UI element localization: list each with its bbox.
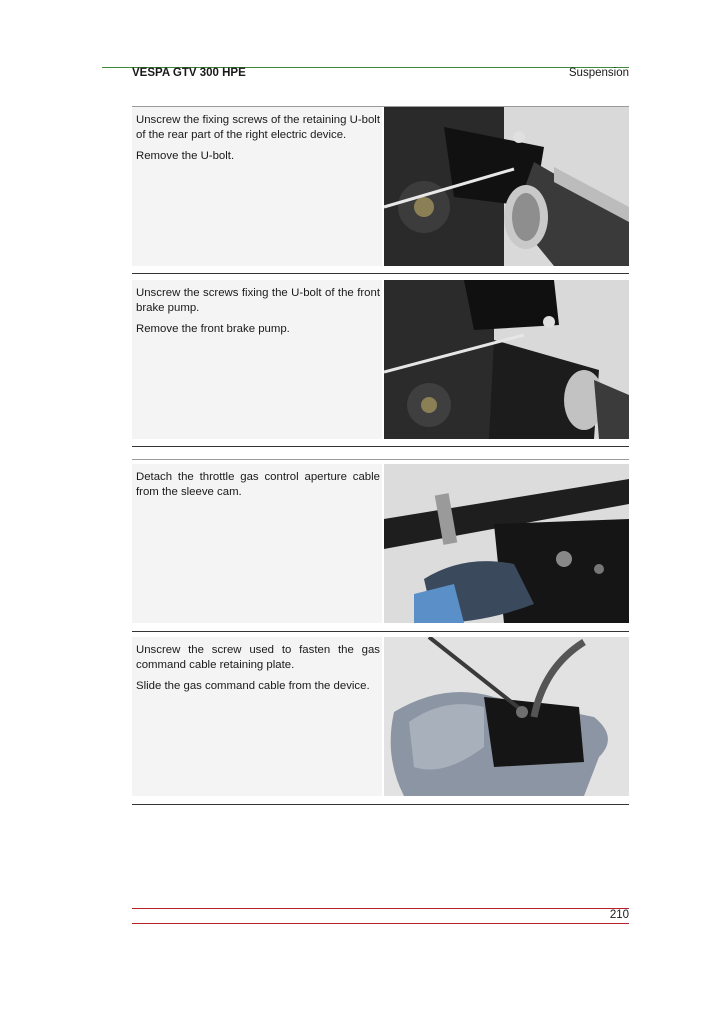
step-instruction: Remove the U-bolt. [136, 150, 235, 162]
step-photo-throttle-cable [384, 464, 629, 623]
step-text [132, 637, 382, 796]
step-divider [132, 459, 629, 460]
step-2 [132, 280, 629, 439]
step-instruction: Detach the throttle gas control aperture cable from the sleeve cam. [136, 471, 380, 498]
step-text [132, 280, 382, 439]
step-text [132, 107, 382, 266]
step-instruction: Unscrew the screw used to fasten the gas command cable retaining plate. [136, 644, 380, 671]
step-3 [132, 464, 629, 623]
step-photo-brake-pump [384, 280, 629, 439]
step-divider [132, 631, 629, 632]
footer-rule [132, 923, 629, 924]
step-instruction: Unscrew the fixing screws of the retaining U-bolt of the rear part of the right electric device. [136, 114, 380, 141]
step-divider [132, 804, 629, 805]
footer-rule [132, 908, 629, 909]
page-number: 210 [609, 909, 629, 921]
step-instruction: Slide the gas command cable from the device. [136, 680, 370, 692]
document-title: VESPA GTV 300 HPE [132, 67, 246, 79]
step-4 [132, 637, 629, 796]
step-photo-handlebar-switch [384, 107, 629, 266]
step-1 [132, 107, 629, 266]
step-divider [132, 273, 629, 274]
step-photo-gas-cable-plate [384, 637, 629, 796]
step-text [132, 464, 382, 623]
step-instruction: Remove the front brake pump. [136, 323, 290, 335]
step-instruction: Unscrew the screws fixing the U-bolt of the front brake pump. [136, 287, 380, 314]
step-divider [132, 446, 629, 447]
section-name: Suspension [568, 67, 629, 79]
